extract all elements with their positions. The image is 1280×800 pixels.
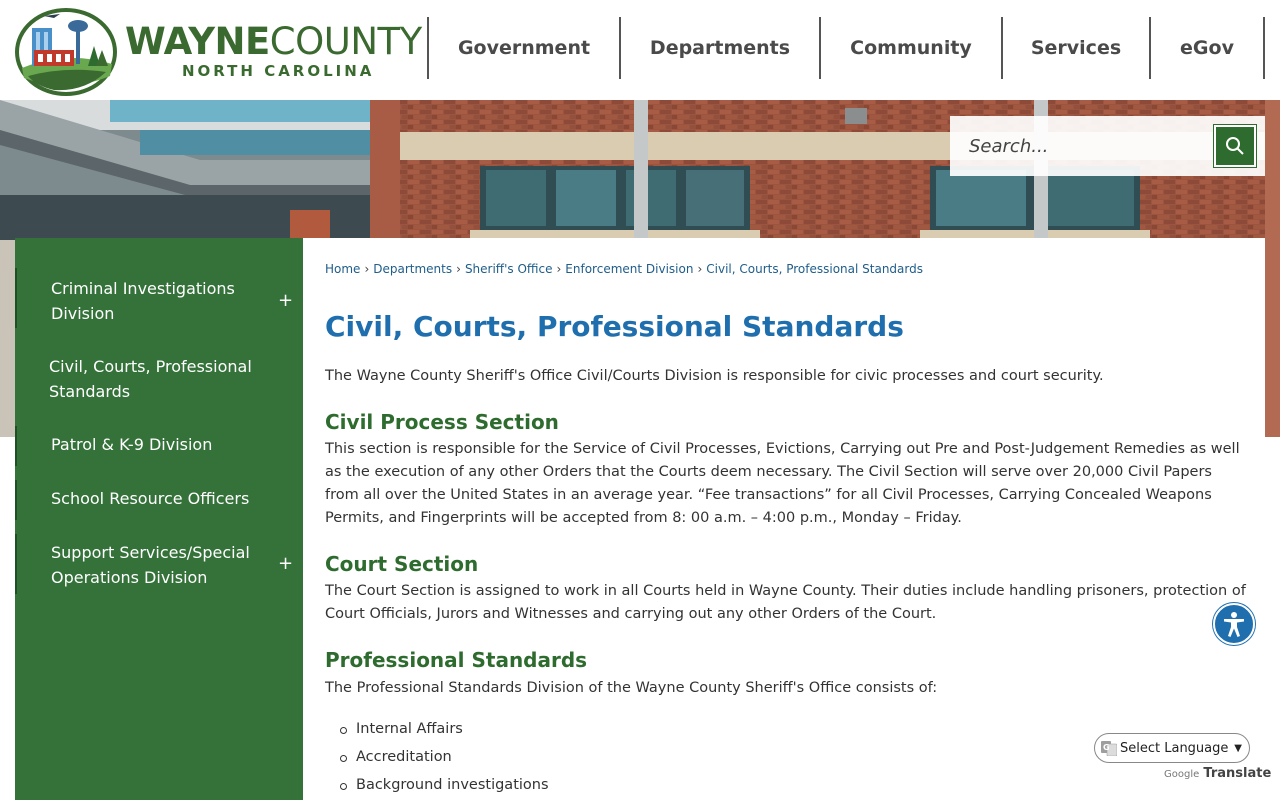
breadcrumb-home[interactable]: Home [325,262,361,276]
page-title: Civil, Courts, Professional Standards [325,310,904,343]
search-input[interactable] [950,116,1212,176]
sidebar-item-civil-courts[interactable] [15,354,303,406]
expand-icon[interactable]: + [278,290,294,311]
list-item: Internal Affairs [356,721,463,737]
nav-community[interactable]: Community [819,17,1001,79]
accessibility-button[interactable] [1213,603,1255,645]
section-body-professional-standards: The Professional Standards Division of the Wayne County Sheriff's Office consists of: [325,680,938,696]
sidebar-nav [15,238,303,800]
search-box [950,116,1265,176]
main-content [303,238,1265,800]
sidebar-item-school-resource[interactable] [15,480,303,520]
section-heading-professional-standards: Professional Standards [325,648,588,672]
language-select[interactable] [1094,733,1250,763]
section-heading-court: Court Section [325,552,479,576]
expand-icon[interactable]: + [278,553,294,574]
nav-government[interactable]: Government [427,17,619,79]
section-body-court: The Court Section is assigned to work in all Courts held in Wayne County. Their duties include handling prisoners, protection of Court Officials, Jurors and Witnesses and carrying out any other Orders of the Court. [325,583,1246,622]
translate-link[interactable]: Translate [1203,766,1272,781]
search-button[interactable] [1214,125,1256,167]
list-item: Background investigations [356,777,549,793]
sidebar-item-label: School Resource Officers [51,489,250,508]
breadcrumb [325,262,923,276]
breadcrumb-sheriffs-office[interactable]: Sheriff's Office [464,262,553,276]
county-seal-icon [14,6,118,96]
breadcrumb-current[interactable]: Civil, Courts, Professional Standards [706,262,923,276]
sidebar-item-label: Civil, Courts, Professional Standards [49,357,252,401]
logo-text-bold: WAYNE [125,20,270,63]
breadcrumb-separator: › [364,262,370,276]
breadcrumb-departments[interactable]: Departments [373,262,453,276]
search-icon [1225,136,1245,156]
breadcrumb-separator: › [456,262,461,276]
sidebar-item-support-services[interactable] [15,534,303,594]
logo-wordmark [125,22,422,62]
main-nav [427,17,1265,79]
sidebar-item-label: Criminal Investigations Division [51,279,235,323]
breadcrumb-separator: › [556,262,562,276]
site-header [0,0,1280,100]
logo-subtitle: NORTH CAROLINA [182,62,375,80]
accessibility-icon [1219,609,1249,639]
sidebar-item-patrol-k9[interactable] [15,426,303,466]
nav-services[interactable]: Services [1001,17,1149,79]
breadcrumb-enforcement-division[interactable]: Enforcement Division [565,262,694,276]
sidebar-item-label: Patrol & K-9 Division [51,435,213,454]
svg-text:G: G [1103,743,1110,752]
chevron-down-icon: ▼ [1234,743,1242,754]
section-heading-civil-process: Civil Process Section [325,410,559,434]
language-select-label: Select Language [1120,740,1229,756]
county-logo[interactable] [14,6,424,96]
section-body-civil-process: This section is responsible for the Service of Civil Processes, Evictions, Carrying out Pre and Post-Judgement Remedies as well as the execution of any other Orders that the Courts deem necessary. The Civil Section will serve over 20,000 Civil Papers from all over the United States in an average year. “Fee transactions” for all Civil Processes, Carrying Concealed Weapons Permits, and Fingerprints will be accepted from 8: 00 a.m. – 4:00 p.m., Monday – Friday. [325,441,1240,526]
nav-egov[interactable]: eGov [1149,17,1265,79]
powered-by-google [1164,766,1271,781]
sidebar-item-criminal-investigations[interactable] [15,268,303,328]
list-item: Accreditation [356,749,452,765]
google-translate-icon [1101,740,1117,756]
breadcrumb-separator: › [697,262,703,276]
logo-text-thin: COUNTY [269,20,422,63]
google-label: Google [1164,769,1200,780]
intro-text: The Wayne County Sheriff's Office Civil/Courts Division is responsible for civic processes and court security. [325,368,1104,384]
nav-departments[interactable]: Departments [619,17,819,79]
sidebar-item-label: Support Services/Special Operations Division [51,543,250,587]
